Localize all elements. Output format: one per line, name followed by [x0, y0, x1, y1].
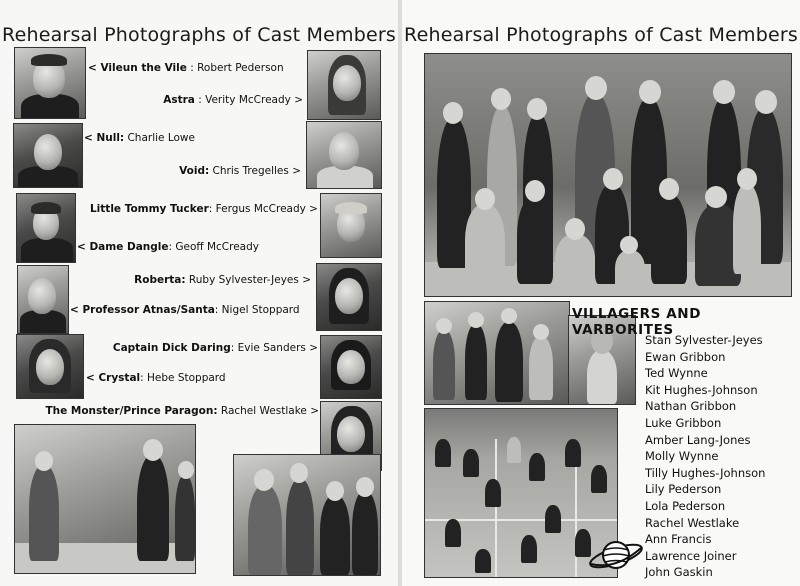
- saturn-planet-icon: [588, 534, 644, 576]
- list-item: Amber Lang-Jones: [645, 432, 751, 447]
- caption-null: < Null: Charlie Lowe: [84, 132, 195, 144]
- cast-photo-roberta: [316, 263, 382, 331]
- cast-photo-vileun: [14, 47, 86, 119]
- cast-photo-tommy-tucker: [320, 193, 382, 258]
- list-item: Molly Wynne: [645, 449, 719, 464]
- right-page-title: Rehearsal Photographs of Cast Members: [404, 24, 798, 46]
- caption-dame-dangle: < Dame Dangle: Geoff McCready: [77, 241, 259, 253]
- cast-photo-astra: [307, 50, 381, 120]
- caption-dick-daring: Captain Dick Daring: Evie Sanders >: [112, 342, 318, 354]
- list-item: Tilly Hughes-Johnson: [645, 465, 766, 480]
- villagers-heading: VILLAGERS AND VARBORITES: [572, 306, 701, 338]
- list-item: Lola Pederson: [645, 498, 726, 513]
- list-item: Kit Hughes-Johnson: [645, 382, 758, 397]
- list-item: Ted Wynne: [645, 366, 708, 381]
- villagers-list: [645, 332, 765, 581]
- list-item: Lily Pederson: [645, 482, 722, 497]
- rehearsal-photo-villagers-1: [424, 301, 570, 405]
- list-item: Ewan Gribbon: [645, 349, 726, 364]
- group-cast-photo: [424, 53, 792, 297]
- list-item: Rachel Westlake: [645, 515, 740, 530]
- cast-photo-dick-daring: [320, 335, 382, 399]
- cast-photo-void: [306, 121, 382, 189]
- caption-professor-atnas: < Professor Atnas/Santa: Nigel Stoppard: [70, 304, 300, 316]
- list-item: Ann Francis: [645, 532, 712, 547]
- caption-astra: Astra : Verity McCready >: [163, 94, 303, 106]
- list-item: John Gaskin: [645, 565, 713, 580]
- caption-roberta: Roberta: Ruby Sylvester-Jeyes >: [134, 274, 311, 286]
- caption-tommy-tucker: Little Tommy Tucker: Fergus McCready >: [89, 203, 318, 215]
- caption-crystal: < Crystal: Hebe Stoppard: [86, 372, 226, 384]
- right-page: [402, 0, 800, 586]
- list-item: Stan Sylvester-Jeyes: [645, 333, 763, 347]
- list-item: Luke Gribbon: [645, 415, 722, 430]
- list-item: Lawrence Joiner: [645, 548, 737, 563]
- cast-photo-dame-dangle: [16, 193, 76, 263]
- cast-photo-professor-atnas: [17, 265, 69, 334]
- cast-photo-null: [13, 123, 83, 188]
- left-page: [0, 0, 398, 586]
- list-item: Nathan Gribbon: [645, 399, 737, 414]
- rehearsal-photo-scene-2: [233, 454, 381, 576]
- caption-monster: The Monster/Prince Paragon: Rachel Westlake >: [45, 405, 319, 417]
- caption-void: Void: Chris Tregelles >: [179, 165, 301, 177]
- rehearsal-photo-scene-1: [14, 424, 196, 574]
- caption-vileun: < Vileun the Vile : Robert Pederson: [88, 62, 284, 74]
- cast-photo-crystal: [16, 334, 84, 399]
- left-page-title: Rehearsal Photographs of Cast Members: [2, 24, 396, 46]
